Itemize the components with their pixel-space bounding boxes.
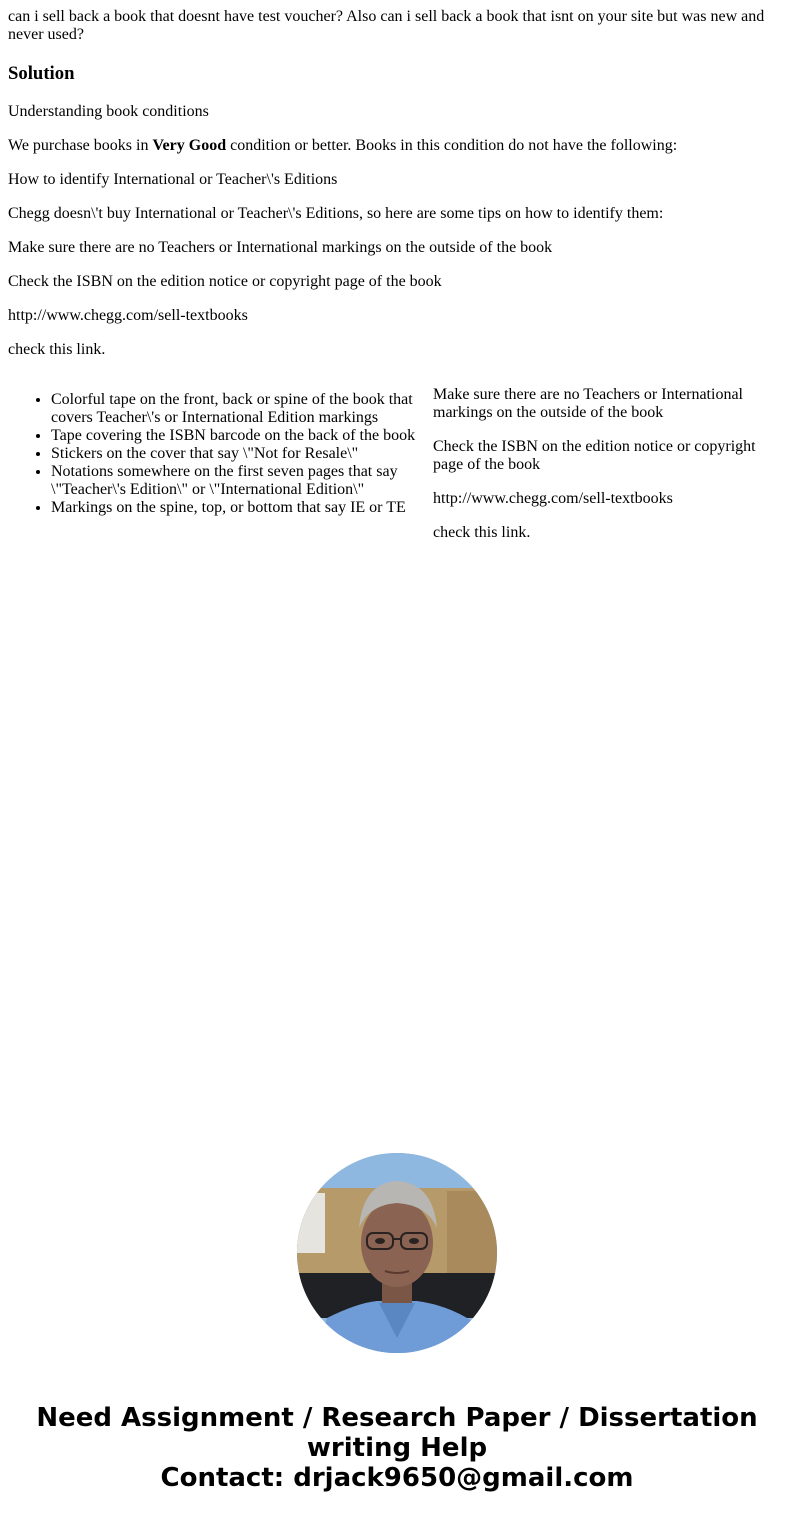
solution-heading: Solution [8, 63, 75, 84]
footer-contact-email: Contact: drjack9650@gmail.com [160, 1463, 634, 1493]
paragraph-markings: Make sure there are no Teachers or International markings on the outside of the book [8, 239, 553, 256]
very-good-bold: Very Good [152, 137, 227, 154]
left-column [8, 375, 433, 558]
list-item: • Notations somewhere on the first seven pages that say \"Teacher\'s Edition\" or \"International Edition\" [51, 463, 433, 499]
right-paragraph-url: http://www.chegg.com/sell-textbooks [433, 490, 673, 507]
right-paragraph-check-link: check this link. [433, 524, 531, 541]
document-content [8, 8, 786, 558]
right-paragraph-check-isbn: Check the ISBN on the edition notice or copyright page of the book [433, 438, 756, 473]
paragraph-purchase-condition [8, 137, 786, 155]
avatar [297, 1153, 497, 1353]
list-item: • Tape covering the ISBN barcode on the back of the book [51, 427, 433, 445]
list-item: • Stickers on the cover that say \"Not for Resale\" [51, 445, 433, 463]
conditions-bullet-list [8, 391, 433, 517]
paragraph-identify-editions: How to identify International or Teacher\'s Editions [8, 171, 338, 188]
footer-line-2: writing Help [306, 1433, 488, 1463]
purchase-suffix: condition or better. Books in this condition do not have the following: [226, 137, 678, 154]
paragraph-url: http://www.chegg.com/sell-textbooks [8, 307, 248, 324]
paragraph-check-isbn: Check the ISBN on the edition notice or copyright page of the book [8, 273, 442, 290]
footer-line-1: Need Assignment / Research Paper / Dissertation [36, 1403, 758, 1433]
list-item: • Markings on the spine, top, or bottom that say IE or TE [51, 499, 433, 517]
portrait-photo-icon [297, 1153, 497, 1353]
paragraph-chegg-tips: Chegg doesn\'t buy International or Teacher\'s Editions, so here are some tips on how to identify them: [8, 205, 664, 222]
footer-contact-banner [0, 1403, 794, 1493]
right-paragraph-markings: Make sure there are no Teachers or International markings on the outside of the book [433, 386, 743, 421]
right-column [433, 375, 786, 558]
paragraph-book-conditions: Understanding book conditions [8, 103, 209, 120]
paragraph-check-link: check this link. [8, 341, 106, 358]
question-text: can i sell back a book that doesnt have test voucher? Also can i sell back a book that isnt on your site but was new and never used? [8, 8, 765, 43]
list-item: • Colorful tape on the front, back or spine of the book that covers Teacher\'s or International Edition markings [51, 391, 433, 427]
purchase-prefix: We purchase books in [8, 137, 153, 154]
two-column-section [8, 375, 786, 558]
